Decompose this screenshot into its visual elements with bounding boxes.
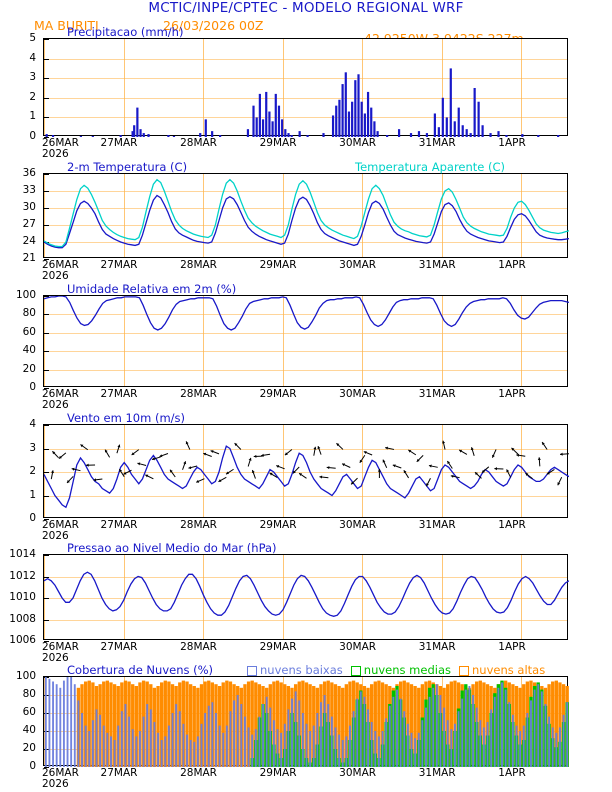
model-run-label: 26/03/2026 00Z: [163, 18, 264, 33]
chart-title-humidity: Umidade Relativa em 2m (%): [67, 282, 237, 296]
x-axis-tick-label: 30MAR: [339, 388, 377, 400]
x-axis-tick-label: 31MAR: [418, 259, 456, 271]
x-axis-year-label: 2026: [42, 399, 69, 411]
station-label: MA BURITI: [34, 18, 99, 33]
legend-nuvens-altas: nuvens altas: [459, 663, 545, 677]
y-axis-tick-label: 1006: [9, 634, 36, 646]
y-axis-tick-label: 36: [22, 167, 36, 179]
x-axis-tick-label: 29MAR: [259, 767, 297, 779]
chart-data-layer: [44, 39, 569, 137]
y-axis-tick-label: 100: [15, 289, 36, 301]
x-axis-year-label: 2026: [42, 270, 69, 282]
chart-title-clouds: Cobertura de Nuvens (%): [67, 663, 214, 677]
x-axis-tick-label: 28MAR: [180, 641, 217, 653]
chart-title-wind: Vento em 10m (m/s): [67, 411, 186, 425]
x-axis-tick-label: 26MAR: [42, 767, 79, 779]
x-axis-tick-label: 27MAR: [100, 519, 138, 531]
x-axis-tick-label: 1APR: [498, 137, 526, 149]
y-axis-tick-label: 20: [22, 742, 36, 754]
x-axis-tick-label: 27MAR: [100, 137, 138, 149]
legend-nuvens-altas-swatch: [459, 666, 469, 676]
y-axis-tick-label: 0: [29, 130, 36, 142]
y-axis-tick-label: 40: [22, 724, 36, 736]
y-axis-tick-label: 60: [22, 325, 36, 338]
x-axis-tick-label: 30MAR: [339, 519, 377, 531]
x-axis-tick-label: 26MAR: [42, 519, 79, 531]
x-axis-tick-label: 27MAR: [100, 641, 138, 653]
y-axis-tick-label: 3: [29, 441, 36, 454]
x-axis-tick-label: 31MAR: [418, 519, 456, 531]
chart-title-pressure: Pressao ao Nivel Medio do Mar (hPa): [67, 541, 277, 555]
x-axis-tick-label: 27MAR: [100, 388, 138, 400]
x-axis-year-label: 2026: [42, 778, 69, 790]
x-axis-tick-label: 1APR: [498, 519, 526, 531]
x-axis-tick-label: 1APR: [498, 259, 526, 271]
x-axis-tick-label: 1APR: [498, 388, 526, 400]
y-axis-tick-label: 20: [22, 362, 36, 375]
x-axis-tick-label: 29MAR: [259, 388, 297, 400]
x-axis-tick-label: 29MAR: [259, 259, 297, 271]
y-axis-tick-label: 1: [29, 488, 36, 501]
y-axis-tick-label: 60: [22, 706, 36, 718]
x-axis-tick-label: 30MAR: [339, 259, 377, 271]
cloud-legend: [247, 663, 553, 677]
y-axis-tick-label: 1010: [9, 591, 36, 603]
x-axis-tick-label: 1APR: [498, 641, 526, 653]
y-axis-tick-label: 1014: [9, 548, 36, 560]
chart-data-layer: [44, 174, 569, 259]
x-axis-tick-label: 27MAR: [100, 767, 138, 779]
x-axis-tick-label: 30MAR: [339, 137, 377, 149]
legend-nuvens-baixas-swatch: [247, 666, 257, 676]
x-axis-tick-label: 28MAR: [180, 767, 217, 779]
y-axis-tick-label: 5: [29, 32, 36, 44]
chart-panel-wind: [43, 424, 568, 518]
y-axis-tick-label: 3: [29, 71, 36, 84]
y-axis-tick-label: 1008: [9, 612, 36, 625]
legend-nuvens-medias: nuvens medias: [351, 663, 451, 677]
x-axis-tick-label: 29MAR: [259, 137, 297, 149]
y-axis-tick-label: 33: [22, 184, 36, 196]
chart-panel-humidity: [43, 295, 568, 387]
legend-nuvens-medias-swatch: [351, 666, 361, 676]
legend-nuvens-baixas: nuvens baixas: [247, 663, 343, 677]
y-axis-tick-label: 2: [29, 90, 36, 103]
x-axis-tick-label: 29MAR: [259, 641, 297, 653]
chart-data-layer: [44, 296, 569, 388]
x-axis-tick-label: 26MAR: [42, 137, 79, 149]
x-axis-tick-label: 30MAR: [339, 641, 377, 653]
x-axis-tick-label: 26MAR: [42, 388, 79, 400]
y-axis-tick-label: 1012: [9, 569, 36, 582]
x-axis-tick-label: 27MAR: [100, 259, 138, 271]
chart-panel-pressure: [43, 554, 568, 640]
y-axis-tick-label: 80: [22, 688, 36, 700]
chart-panel-precipitation: [43, 38, 568, 136]
y-axis-tick-label: 21: [22, 252, 36, 264]
y-axis-tick-label: 2: [29, 465, 36, 477]
x-axis-tick-label: 31MAR: [418, 641, 456, 653]
x-axis-tick-label: 30MAR: [339, 767, 377, 779]
x-axis-tick-label: 26MAR: [42, 641, 79, 653]
y-axis-tick-label: 0: [29, 760, 36, 772]
y-axis-tick-label: 0: [29, 381, 36, 393]
x-axis-tick-label: 28MAR: [180, 388, 217, 400]
y-axis-tick-label: 27: [22, 218, 36, 230]
x-axis-tick-label: 26MAR: [42, 259, 79, 271]
y-axis-tick-label: 80: [22, 307, 36, 320]
x-axis-tick-label: 1APR: [498, 767, 526, 779]
x-axis-year-label: 2026: [42, 148, 69, 160]
y-axis-tick-label: 100: [15, 670, 36, 682]
x-axis-tick-label: 31MAR: [418, 137, 456, 149]
x-axis-year-label: 2026: [42, 530, 69, 542]
y-axis-tick-label: 40: [22, 344, 36, 357]
x-axis-year-label: 2026: [42, 652, 69, 664]
y-axis-tick-label: 0: [29, 512, 36, 524]
chart-data-layer: [44, 677, 569, 767]
chart-title-precipitation: Precipitacao (mm/h): [67, 25, 184, 39]
x-axis-tick-label: 31MAR: [418, 388, 456, 400]
y-axis-tick-label: 30: [22, 201, 36, 213]
x-axis-tick-label: 31MAR: [418, 767, 456, 779]
x-axis-tick-label: 28MAR: [180, 259, 217, 271]
y-axis-tick-label: 24: [22, 235, 36, 247]
x-axis-tick-label: 28MAR: [180, 137, 217, 149]
page-title: MCTIC/INPE/CPTEC - MODELO REGIONAL WRF: [148, 0, 464, 16]
chart-title-temperature: 2-m Temperatura (C): [67, 160, 188, 174]
y-axis-tick-label: 4: [29, 418, 36, 430]
chart-data-layer: [44, 555, 569, 641]
x-axis-tick-label: 28MAR: [180, 519, 217, 531]
y-axis-tick-label: 4: [29, 51, 36, 64]
chart-panel-temperature: [43, 173, 568, 258]
legend-temperatura-aparente: Temperatura Aparente (C): [355, 160, 506, 174]
chart-data-layer: [44, 425, 569, 519]
x-axis-tick-label: 29MAR: [259, 519, 297, 531]
y-axis-tick-label: 1: [29, 110, 36, 123]
chart-panel-clouds: [43, 676, 568, 766]
